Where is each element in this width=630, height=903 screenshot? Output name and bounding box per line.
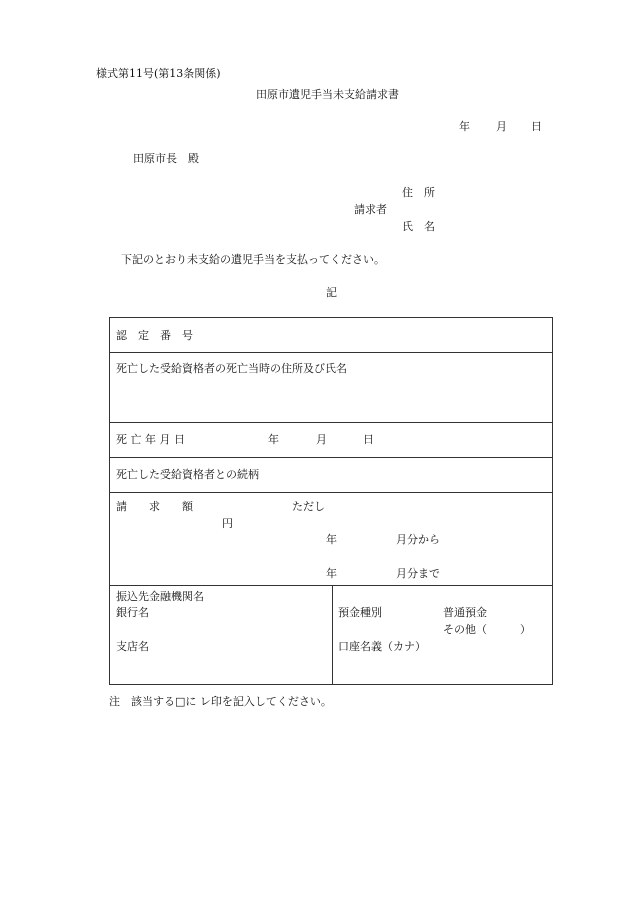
claim-amount-label: 請 求 額 <box>116 500 193 513</box>
date-month-label: 月 <box>496 120 507 133</box>
addressee: 田原市長 殿 <box>133 152 199 165</box>
from-month-label: 月分から <box>396 533 440 546</box>
row-divider <box>110 585 552 586</box>
relationship-label: 死亡した受給資格者との続柄 <box>116 468 259 481</box>
ki-label: 記 <box>326 286 337 299</box>
branch-name-label: 支店名 <box>116 640 149 653</box>
row-divider <box>110 457 552 458</box>
document-title: 田原市遺児手当未支給請求書 <box>256 88 399 101</box>
intro-text: 下記のとおり未支給の遺児手当を支払ってください。 <box>121 253 385 266</box>
claim-form-table <box>109 317 553 685</box>
ordinary-deposit-option: 普通預金 <box>443 606 487 619</box>
yen-label: 円 <box>222 517 233 530</box>
cert-number-label: 認 定 番 号 <box>116 329 193 342</box>
row-divider <box>110 422 552 423</box>
death-day-label: 日 <box>363 433 374 446</box>
bank-name-label: 銀行名 <box>116 606 149 619</box>
date-day-label: 日 <box>531 120 542 133</box>
deceased-info-label: 死亡した受給資格者の死亡当時の住所及び氏名 <box>116 362 347 375</box>
form-number: 様式第11号(第13条関係) <box>96 67 221 80</box>
row-divider <box>110 352 552 353</box>
footnote: 注 該当する□に レ印を記入してください。 <box>109 695 332 708</box>
account-holder-label: 口座名義（カナ） <box>338 640 426 653</box>
death-month-label: 月 <box>316 433 327 446</box>
date-year-label: 年 <box>459 120 470 133</box>
bank-header-label: 振込先金融機関名 <box>116 590 204 603</box>
column-divider <box>332 586 333 684</box>
name-label: 氏 名 <box>402 220 435 233</box>
death-year-label: 年 <box>268 433 279 446</box>
address-label: 住 所 <box>402 186 435 199</box>
requester-label: 請求者 <box>354 203 387 216</box>
to-year-label: 年 <box>326 567 337 580</box>
to-month-label: 月分まで <box>396 567 440 580</box>
other-deposit-option: その他（ ） <box>443 623 531 636</box>
death-date-label: 死 亡 年 月 日 <box>116 433 185 446</box>
deposit-type-label: 預金種別 <box>338 606 382 619</box>
tadashi-label: ただし <box>292 500 325 513</box>
row-divider <box>110 492 552 493</box>
from-year-label: 年 <box>326 533 337 546</box>
